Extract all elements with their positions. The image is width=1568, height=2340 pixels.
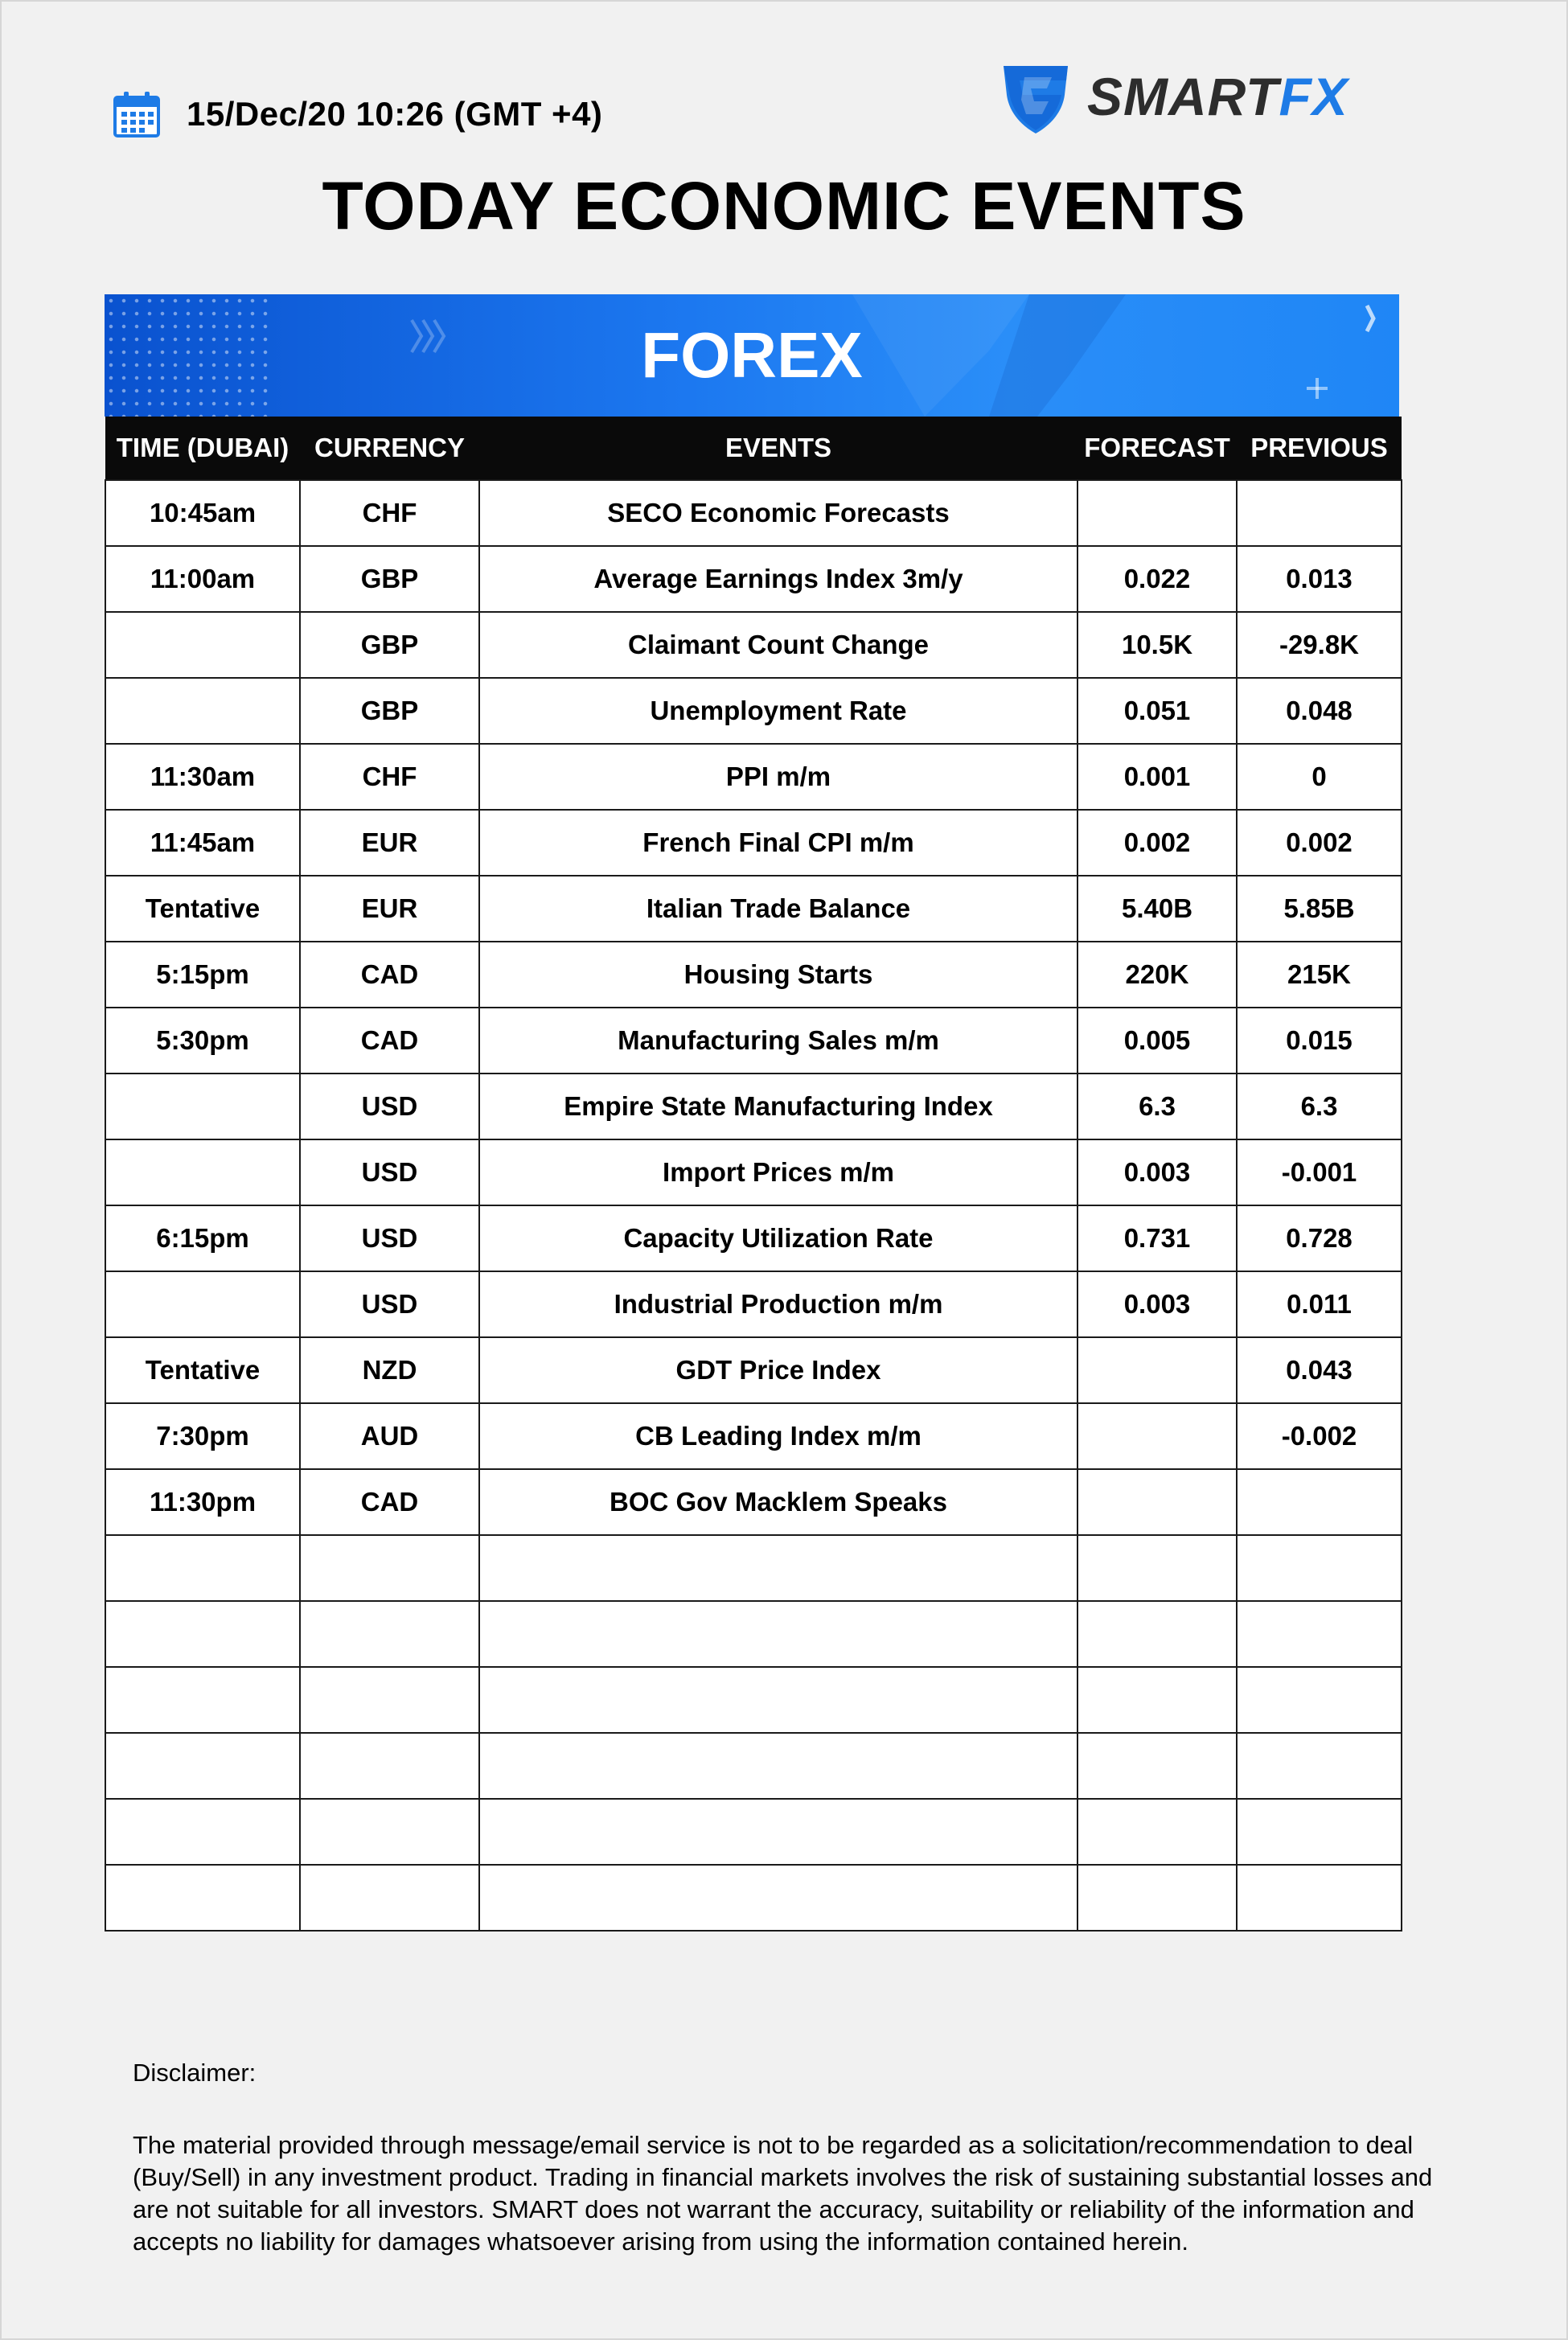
cell-currency: EUR <box>300 876 479 942</box>
cell-forecast <box>1077 480 1237 546</box>
cell-forecast: 0.022 <box>1077 546 1237 612</box>
cell-event: PPI m/m <box>479 744 1077 810</box>
cell-previous: -0.001 <box>1237 1139 1402 1205</box>
cell-event: Unemployment Rate <box>479 678 1077 744</box>
table-row <box>105 810 1402 876</box>
cell-event: Industrial Production m/m <box>479 1271 1077 1337</box>
cell-forecast <box>1077 1337 1237 1403</box>
cell-forecast: 0.001 <box>1077 744 1237 810</box>
cell-previous <box>1237 1799 1402 1865</box>
table-row <box>105 678 1402 744</box>
cell-currency: NZD <box>300 1337 479 1403</box>
smartfx-logo <box>995 56 1348 137</box>
cell-currency <box>300 1799 479 1865</box>
table-header <box>105 417 1402 480</box>
cell-previous: 215K <box>1237 942 1402 1008</box>
cell-currency: CAD <box>300 1469 479 1535</box>
cell-event <box>479 1601 1077 1667</box>
cell-event <box>479 1535 1077 1601</box>
cell-time <box>105 1733 300 1799</box>
column-header-currency: CURRENCY <box>300 417 479 480</box>
cell-previous: 0.011 <box>1237 1271 1402 1337</box>
cell-forecast: 6.3 <box>1077 1074 1237 1139</box>
cell-previous <box>1237 1535 1402 1601</box>
table-row <box>105 876 1402 942</box>
cell-event <box>479 1799 1077 1865</box>
cell-previous: 6.3 <box>1237 1074 1402 1139</box>
cell-event: French Final CPI m/m <box>479 810 1077 876</box>
cell-event: Empire State Manufacturing Index <box>479 1074 1077 1139</box>
cell-time: Tentative <box>105 1337 300 1403</box>
cell-time <box>105 678 300 744</box>
forex-banner <box>105 294 1399 417</box>
cell-currency: CHF <box>300 480 479 546</box>
cell-currency: AUD <box>300 1403 479 1469</box>
cell-forecast: 0.002 <box>1077 810 1237 876</box>
cell-previous: 0 <box>1237 744 1402 810</box>
cell-event <box>479 1733 1077 1799</box>
cell-previous: 0.002 <box>1237 810 1402 876</box>
cell-forecast <box>1077 1733 1237 1799</box>
cell-currency <box>300 1733 479 1799</box>
table-row <box>105 1139 1402 1205</box>
cell-forecast: 0.003 <box>1077 1271 1237 1337</box>
table-row <box>105 1733 1402 1799</box>
cell-time: 11:30pm <box>105 1469 300 1535</box>
cell-forecast: 5.40B <box>1077 876 1237 942</box>
cell-forecast: 0.003 <box>1077 1139 1237 1205</box>
cell-time: 11:00am <box>105 546 300 612</box>
cell-event: CB Leading Index m/m <box>479 1403 1077 1469</box>
cell-time <box>105 1667 300 1733</box>
events-table <box>105 417 1402 1932</box>
table-row <box>105 1337 1402 1403</box>
cell-event: Capacity Utilization Rate <box>479 1205 1077 1271</box>
date-row <box>113 88 602 140</box>
table-row <box>105 1271 1402 1337</box>
table-row <box>105 744 1402 810</box>
table-row <box>105 1403 1402 1469</box>
cell-forecast: 0.731 <box>1077 1205 1237 1271</box>
cell-currency <box>300 1601 479 1667</box>
cell-time <box>105 1799 300 1865</box>
cell-time: 7:30pm <box>105 1403 300 1469</box>
cell-event: GDT Price Index <box>479 1337 1077 1403</box>
page-title: TODAY ECONOMIC EVENTS <box>322 168 1246 244</box>
table-row <box>105 546 1402 612</box>
table-row <box>105 1469 1402 1535</box>
cell-forecast <box>1077 1469 1237 1535</box>
cell-event: Housing Starts <box>479 942 1077 1008</box>
cell-forecast: 0.051 <box>1077 678 1237 744</box>
cell-event: BOC Gov Macklem Speaks <box>479 1469 1077 1535</box>
cell-time <box>105 612 300 678</box>
cell-time: 5:30pm <box>105 1008 300 1074</box>
cell-currency <box>300 1667 479 1733</box>
table-body <box>105 480 1402 1931</box>
table-row <box>105 612 1402 678</box>
cell-time <box>105 1601 300 1667</box>
cell-time <box>105 1271 300 1337</box>
cell-currency: EUR <box>300 810 479 876</box>
cell-currency: CHF <box>300 744 479 810</box>
shield-logo-icon <box>995 56 1076 137</box>
cell-forecast <box>1077 1667 1237 1733</box>
cell-previous <box>1237 480 1402 546</box>
table-row <box>105 1074 1402 1139</box>
cell-currency <box>300 1865 479 1931</box>
cell-previous: 0.013 <box>1237 546 1402 612</box>
cell-forecast: 220K <box>1077 942 1237 1008</box>
cell-event: Claimant Count Change <box>479 612 1077 678</box>
cell-event <box>479 1865 1077 1931</box>
cell-event: Import Prices m/m <box>479 1139 1077 1205</box>
logo-wordmark <box>1087 66 1348 127</box>
disclaimer <box>133 2059 1435 2258</box>
cell-previous <box>1237 1469 1402 1535</box>
table-row <box>105 1008 1402 1074</box>
cell-previous: 0.728 <box>1237 1205 1402 1271</box>
report-datetime: 15/Dec/20 10:26 (GMT +4) <box>187 95 603 133</box>
cell-forecast <box>1077 1799 1237 1865</box>
events-table-wrapper <box>105 417 1401 1932</box>
logo-main-text: SMART <box>1087 67 1279 126</box>
logo-accent-text: FX <box>1279 67 1348 126</box>
cell-currency <box>300 1535 479 1601</box>
cell-currency: GBP <box>300 678 479 744</box>
cell-forecast <box>1077 1403 1237 1469</box>
cell-time: 5:15pm <box>105 942 300 1008</box>
cell-previous: 0.015 <box>1237 1008 1402 1074</box>
cell-time <box>105 1074 300 1139</box>
table-row <box>105 1865 1402 1931</box>
cell-currency: USD <box>300 1139 479 1205</box>
cell-forecast <box>1077 1865 1237 1931</box>
cell-event: Manufacturing Sales m/m <box>479 1008 1077 1074</box>
cell-previous <box>1237 1667 1402 1733</box>
table-row <box>105 1535 1402 1601</box>
cell-currency: USD <box>300 1271 479 1337</box>
cell-previous <box>1237 1865 1402 1931</box>
column-header-events: EVENTS <box>479 417 1077 480</box>
disclaimer-text: The material provided through message/email service is not to be regarded as a solicitation/recommendation to deal (Buy/Sell) in any investment product. Trading in financial markets involves the risk of sustaining substantial losses and are not suitable for all investors. SMART does not warrant the accuracy, suitability or reliability of the information and accepts no liability for damages whatsoever arising from using the information contained herein. <box>133 2131 1433 2256</box>
table-row <box>105 1601 1402 1667</box>
cell-currency: CAD <box>300 1008 479 1074</box>
cell-forecast <box>1077 1601 1237 1667</box>
cell-forecast: 10.5K <box>1077 612 1237 678</box>
cell-event <box>479 1667 1077 1733</box>
cell-previous: 5.85B <box>1237 876 1402 942</box>
cell-previous: 0.043 <box>1237 1337 1402 1403</box>
calendar-icon <box>113 90 161 138</box>
cell-currency: USD <box>300 1074 479 1139</box>
table-row <box>105 1205 1402 1271</box>
cell-time: 11:45am <box>105 810 300 876</box>
cell-time: 10:45am <box>105 480 300 546</box>
banner-title: FOREX <box>641 319 863 391</box>
cell-event: Italian Trade Balance <box>479 876 1077 942</box>
cell-event: SECO Economic Forecasts <box>479 480 1077 546</box>
cell-currency: GBP <box>300 546 479 612</box>
table-row <box>105 480 1402 546</box>
cell-previous <box>1237 1733 1402 1799</box>
table-row <box>105 942 1402 1008</box>
column-header-previous: PREVIOUS <box>1237 417 1402 480</box>
disclaimer-label: Disclaimer: <box>133 2059 257 2087</box>
cell-previous: -29.8K <box>1237 612 1402 678</box>
cell-forecast: 0.005 <box>1077 1008 1237 1074</box>
cell-currency: USD <box>300 1205 479 1271</box>
cell-previous: 0.048 <box>1237 678 1402 744</box>
cell-forecast <box>1077 1535 1237 1601</box>
table-row <box>105 1799 1402 1865</box>
cell-currency: CAD <box>300 942 479 1008</box>
cell-time <box>105 1139 300 1205</box>
cell-time: Tentative <box>105 876 300 942</box>
cell-previous <box>1237 1601 1402 1667</box>
column-header-time: TIME (DUBAI) <box>105 417 300 480</box>
column-header-forecast: FORECAST <box>1077 417 1237 480</box>
cell-currency: GBP <box>300 612 479 678</box>
cell-time <box>105 1865 300 1931</box>
cell-previous: -0.002 <box>1237 1403 1402 1469</box>
cell-time <box>105 1535 300 1601</box>
cell-time: 11:30am <box>105 744 300 810</box>
cell-time: 6:15pm <box>105 1205 300 1271</box>
table-row <box>105 1667 1402 1733</box>
cell-event: Average Earnings Index 3m/y <box>479 546 1077 612</box>
